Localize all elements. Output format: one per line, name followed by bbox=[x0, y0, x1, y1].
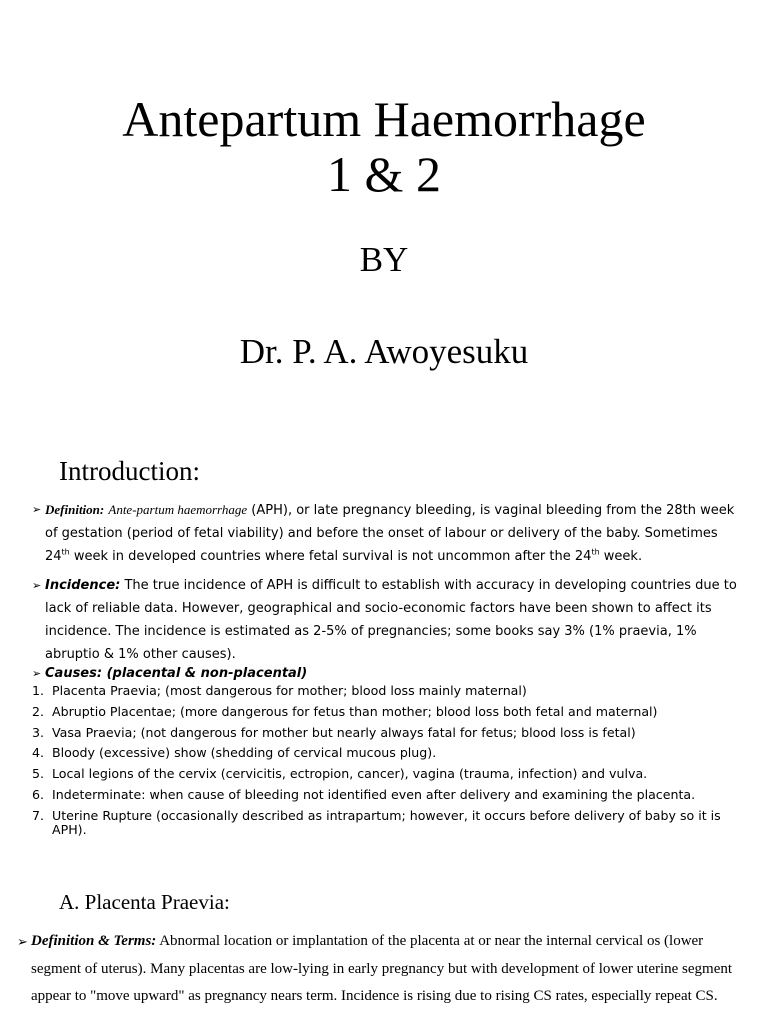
definition-text-b: week in developed countries where fetal survival is not uncommon after the 24 bbox=[69, 549, 592, 564]
causes-term: Causes: (placental & non-placental) bbox=[45, 666, 308, 681]
by-label: BY bbox=[359, 240, 409, 279]
definition-bullet bbox=[32, 498, 745, 568]
title-line-2: 1 & 2 bbox=[327, 146, 441, 202]
list-item: 5. Local legions of the cervix (cervicitis, ectropion, cancer), vagina (trauma, infection) and vulva. bbox=[32, 766, 648, 782]
title-line-1: Antepartum Haemorrhage bbox=[122, 91, 646, 147]
arrow-bullet-icon: ➢ bbox=[32, 503, 42, 516]
incidence-text: The true incidence of APH is difficult to establish with accuracy in developing countries due to lack of reliable data. However, geographical and socio-economic factors have been shown to affect its incidence. The incidence is estimated as 2-5% of pregnancies; some books say 3% (1% praevia, 1% abruptio & 1% other causes). bbox=[45, 578, 737, 662]
list-item: 3. Vasa Praevia; (not dangerous for mother but nearly always fatal for fetus; blood loss is fetal) bbox=[32, 724, 636, 740]
placenta-praevia-heading: A. Placenta Praevia: bbox=[59, 890, 230, 914]
list-item: 1. Placenta Praevia; (most dangerous for mother; blood loss mainly maternal) bbox=[32, 683, 527, 698]
pp-definition-term: Definition & Terms: bbox=[31, 933, 157, 949]
list-item: 4. Bloody (excessive) show (shedding of cervical mucous plug). bbox=[32, 745, 437, 761]
arrow-bullet-icon: ➢ bbox=[32, 579, 42, 592]
author-name: Dr. P. A. Awoyesuku bbox=[239, 332, 529, 371]
introduction-heading: Introduction: bbox=[59, 456, 200, 486]
placenta-praevia-definition bbox=[17, 928, 741, 1011]
definition-sup-1: th bbox=[61, 547, 70, 557]
document-title bbox=[0, 92, 768, 202]
incidence-bullet bbox=[32, 574, 745, 666]
list-item: 7. Uterine Rupture (occasionally described as intrapartum; however, it occurs before delivery of baby so it is APH). bbox=[32, 807, 721, 837]
definition-term-italic: Ante-partum haemorrhage bbox=[108, 502, 248, 517]
definition-term: Definition: bbox=[45, 502, 105, 517]
arrow-bullet-icon: ➢ bbox=[32, 667, 42, 680]
list-item: 6. Indeterminate: when cause of bleeding not identified even after delivery and examining the placenta. bbox=[32, 786, 696, 802]
definition-text-c: week. bbox=[599, 549, 643, 564]
definition-sup-2: th bbox=[591, 547, 600, 557]
incidence-term: Incidence: bbox=[45, 578, 121, 593]
list-item: 2. Abruptio Placentae; (more dangerous for fetus than mother; blood loss both fetal and maternal) bbox=[32, 703, 658, 719]
arrow-bullet-icon: ➢ bbox=[17, 934, 28, 949]
causes-list bbox=[32, 684, 732, 844]
causes-bullet bbox=[32, 662, 745, 685]
pp-definition-text: Abnormal location or implantation of the placenta at or near the internal cervical os (lower segment of uterus). Many placentas are low-lying in early pregnancy but with development of lower uterine segment appear to "move upward" as pregnancy nears term. Incidence is rising due to rising CS rates, especially repeat CS. bbox=[31, 933, 733, 1004]
definition-text-a: (APH), or late pregnancy bleeding, is vaginal bleeding from the 28th week of gestation (period of fetal viability) and before the onset of labour or delivery of the baby. Sometimes 24 bbox=[45, 503, 735, 564]
